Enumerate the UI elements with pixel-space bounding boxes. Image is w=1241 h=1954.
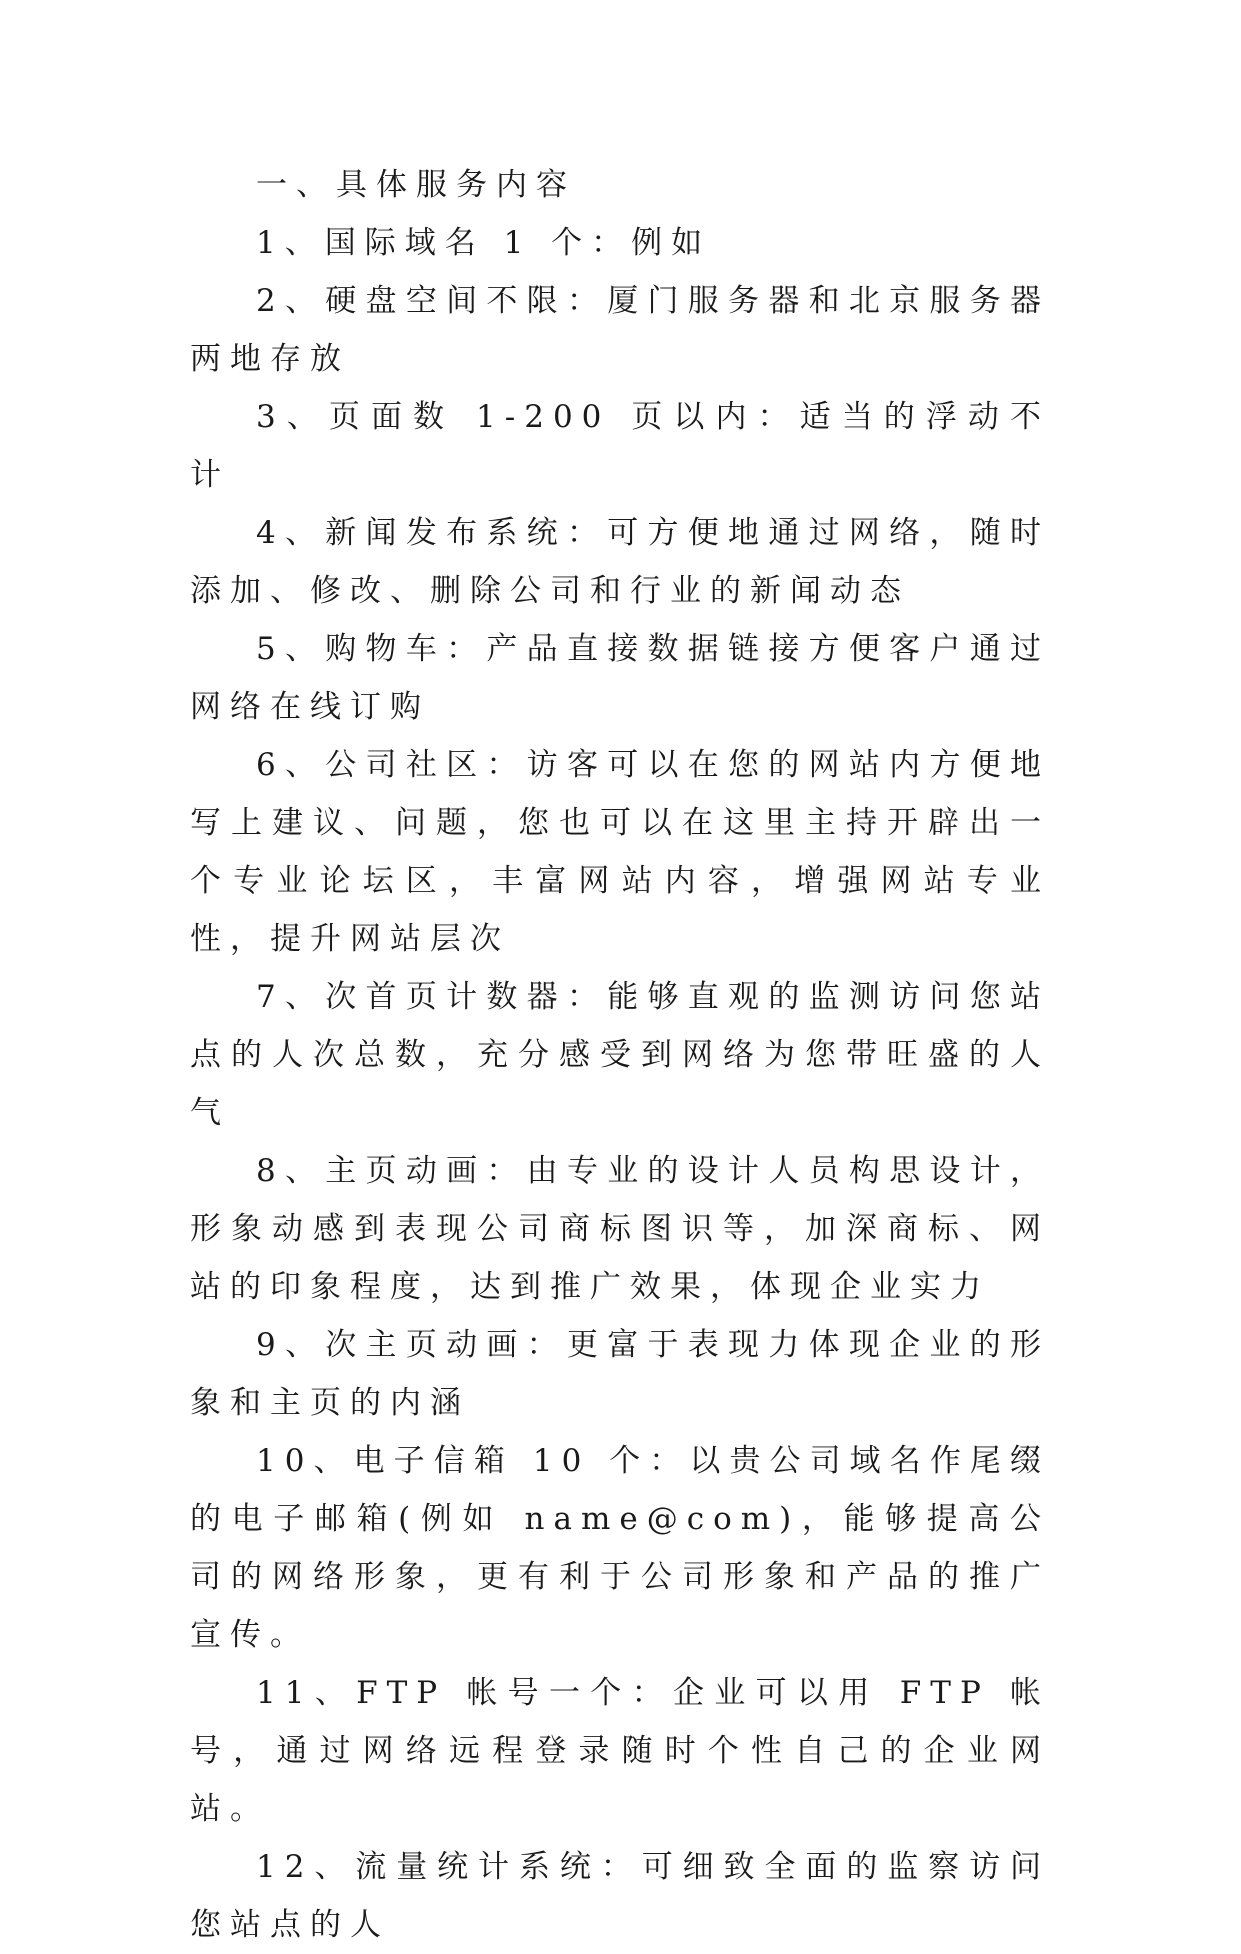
service-item-1: 1、国际域名 1 个：例如 [256,225,712,261]
service-item-2: 2、硬盘空间不限：厦门服务器和北京服务器两地存放 [190,283,1050,377]
document-body [190,156,1050,1954]
service-item-11: 11、FTP 帐号一个：企业可以用 FTP 帐号，通过网络远程登录随时个性自己的企业网站。 [190,1675,1050,1827]
service-item-5: 5、购物车：产品直接数据链接方便客户通过网络在线订购 [190,631,1050,725]
service-item-8: 8、主页动画：由专业的设计人员构思设计，形象动感到表现公司商标图识等，加深商标、网站的印象程度，达到推广效果，体现企业实力 [190,1153,1050,1305]
section-heading: 一、具体服务内容 [256,167,576,203]
service-item-12: 12、流量统计系统：可细致全面的监察访问您站点的人 [190,1849,1050,1943]
service-item-9: 9、次主页动画：更富于表现力体现企业的形象和主页的内涵 [190,1327,1050,1421]
service-item-6: 6、公司社区：访客可以在您的网站内方便地写上建议、问题，您也可以在这里主持开辟出一个专业论坛区，丰富网站内容，增强网站专业性，提升网站层次 [190,747,1050,957]
service-item-4: 4、新闻发布系统：可方便地通过网络，随时添加、修改、删除公司和行业的新闻动态 [190,515,1050,609]
service-item-7: 7、次首页计数器：能够直观的监测访问您站点的人次总数，充分感受到网络为您带旺盛的人气 [190,979,1050,1131]
service-item-3: 3、页面数 1-200 页以内：适当的浮动不计 [190,399,1050,493]
service-item-10: 10、电子信箱 10 个：以贵公司域名作尾缀的电子邮箱(例如 name@com)，能够提高公司的网络形象，更有利于公司形象和产品的推广宣传。 [190,1443,1050,1653]
